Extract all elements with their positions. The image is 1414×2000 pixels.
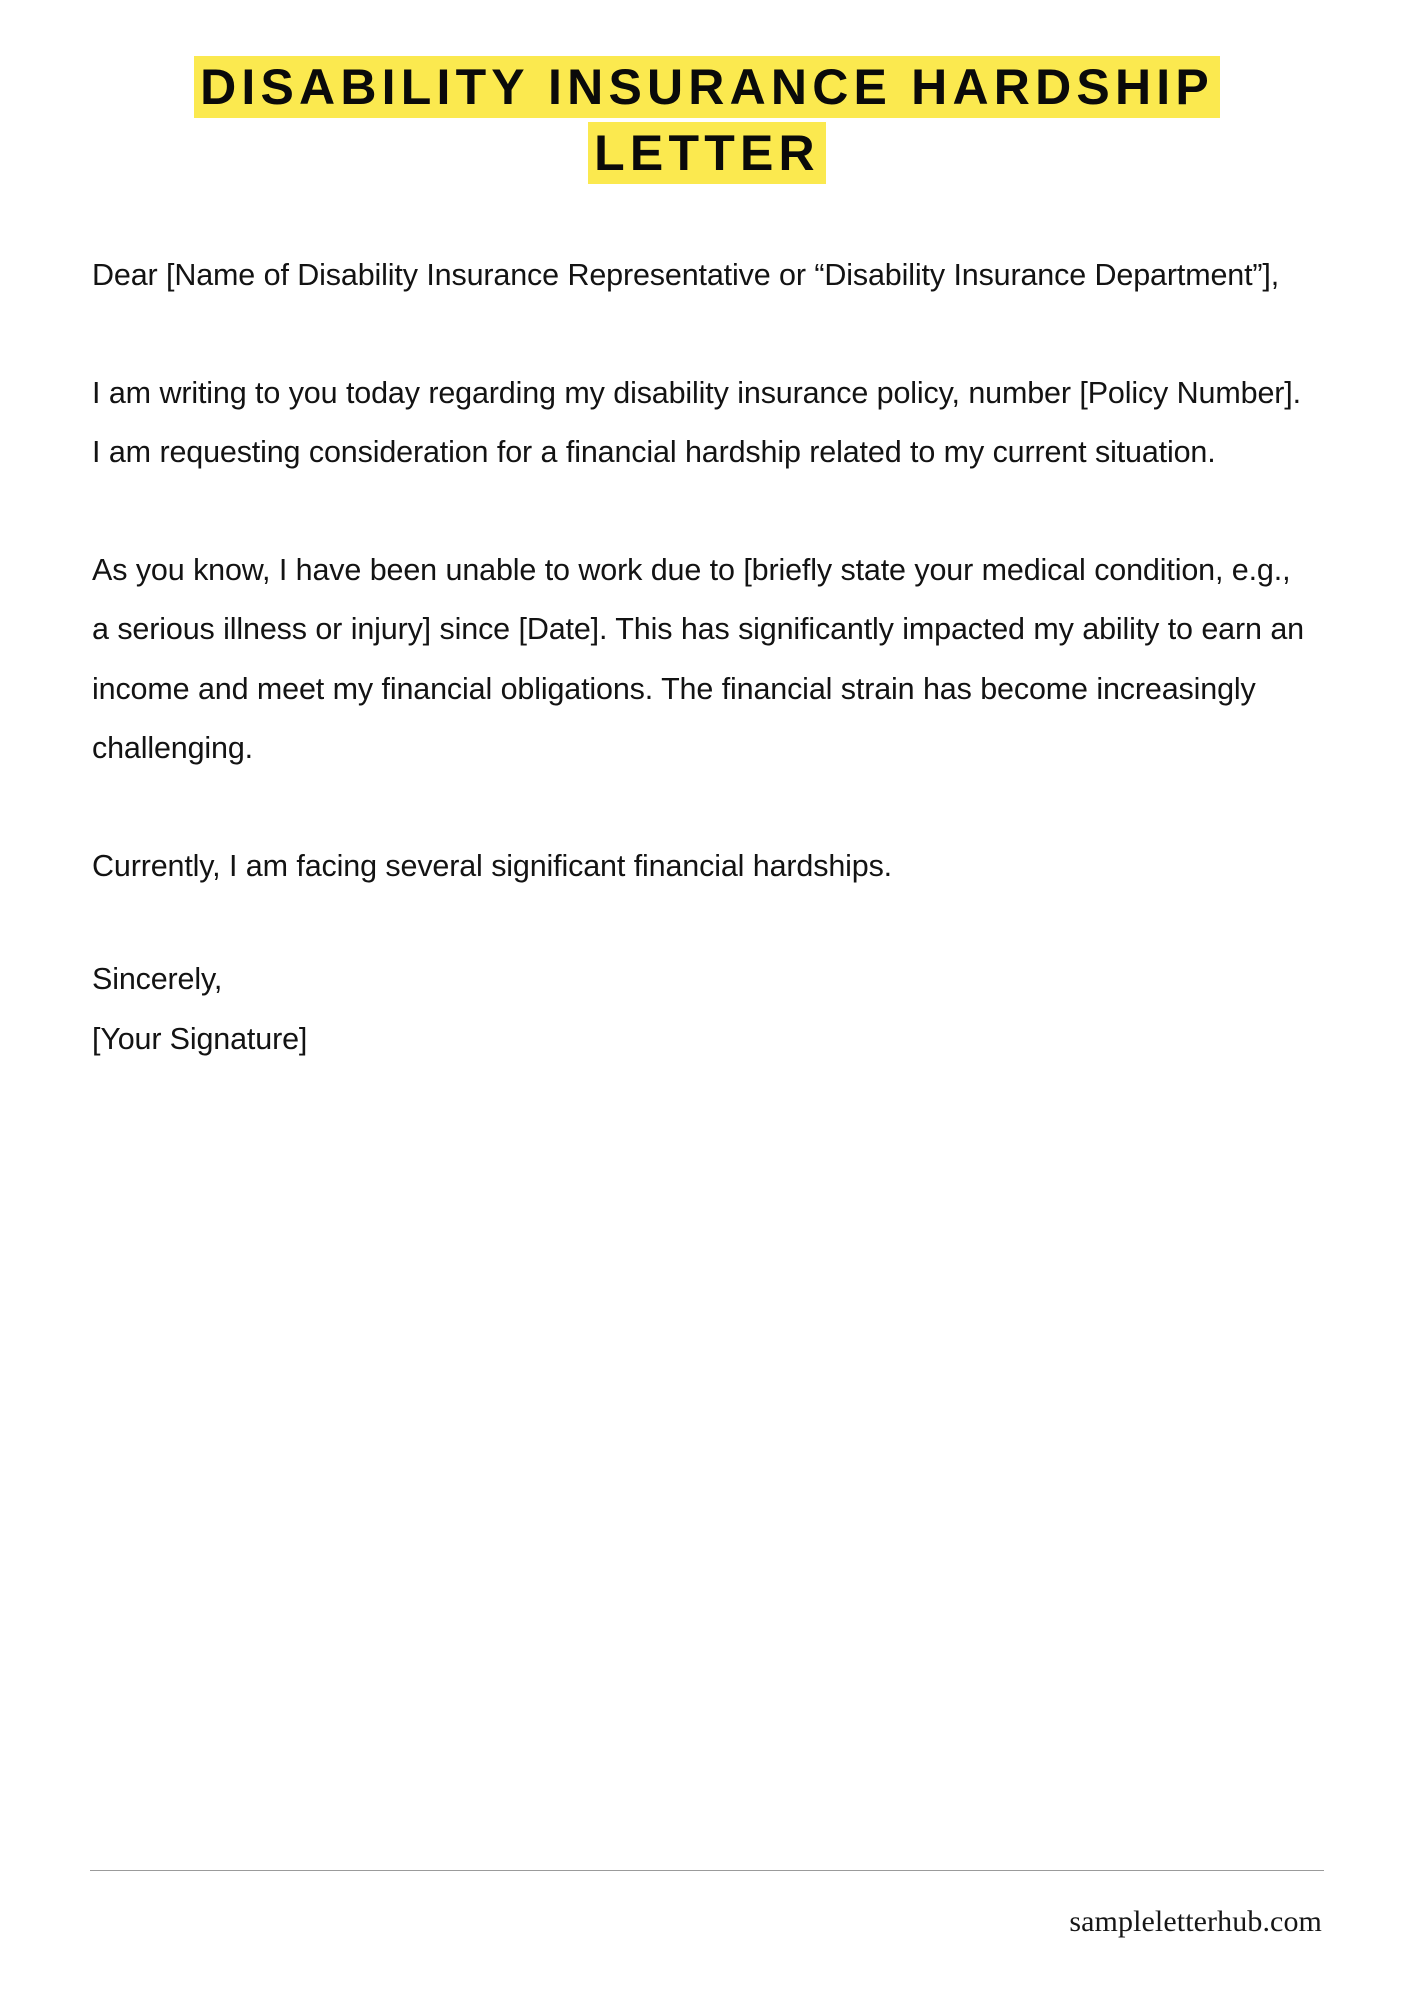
body-paragraph-3: Currently, I am facing several significant financial hardships. [92, 848, 893, 883]
footer-divider [90, 1870, 1324, 1871]
page-title: DISABILITY INSURANCE HARDSHIP LETTER [194, 56, 1220, 184]
salutation-paragraph: Dear [Name of Disability Insurance Representative or “Disability Insurance Department”], [92, 258, 1280, 292]
signoff-block [92, 950, 1314, 1069]
body-paragraph-2: As you know, I have been unable to work due to [briefly state your medical condition, e.g., a serious illness or injury] since [Date]. This has significantly impacted my ability to earn an income and meet my financial obligations. The financial strain has become increasingly challenging. [92, 552, 1304, 765]
signature-placeholder: [Your Signature] [92, 1021, 308, 1056]
title-block [90, 0, 1324, 186]
page-footer [90, 1870, 1324, 1938]
footer-website-label: sampleletterhub.com [1069, 1905, 1322, 1938]
letter-body [90, 246, 1324, 1069]
closing-text: Sincerely, [92, 962, 223, 996]
body-paragraph-1: I am writing to you today regarding my disability insurance policy, number [Policy Number]. I am requesting consideration for a financial hardship related to my current situation. [92, 375, 1301, 469]
